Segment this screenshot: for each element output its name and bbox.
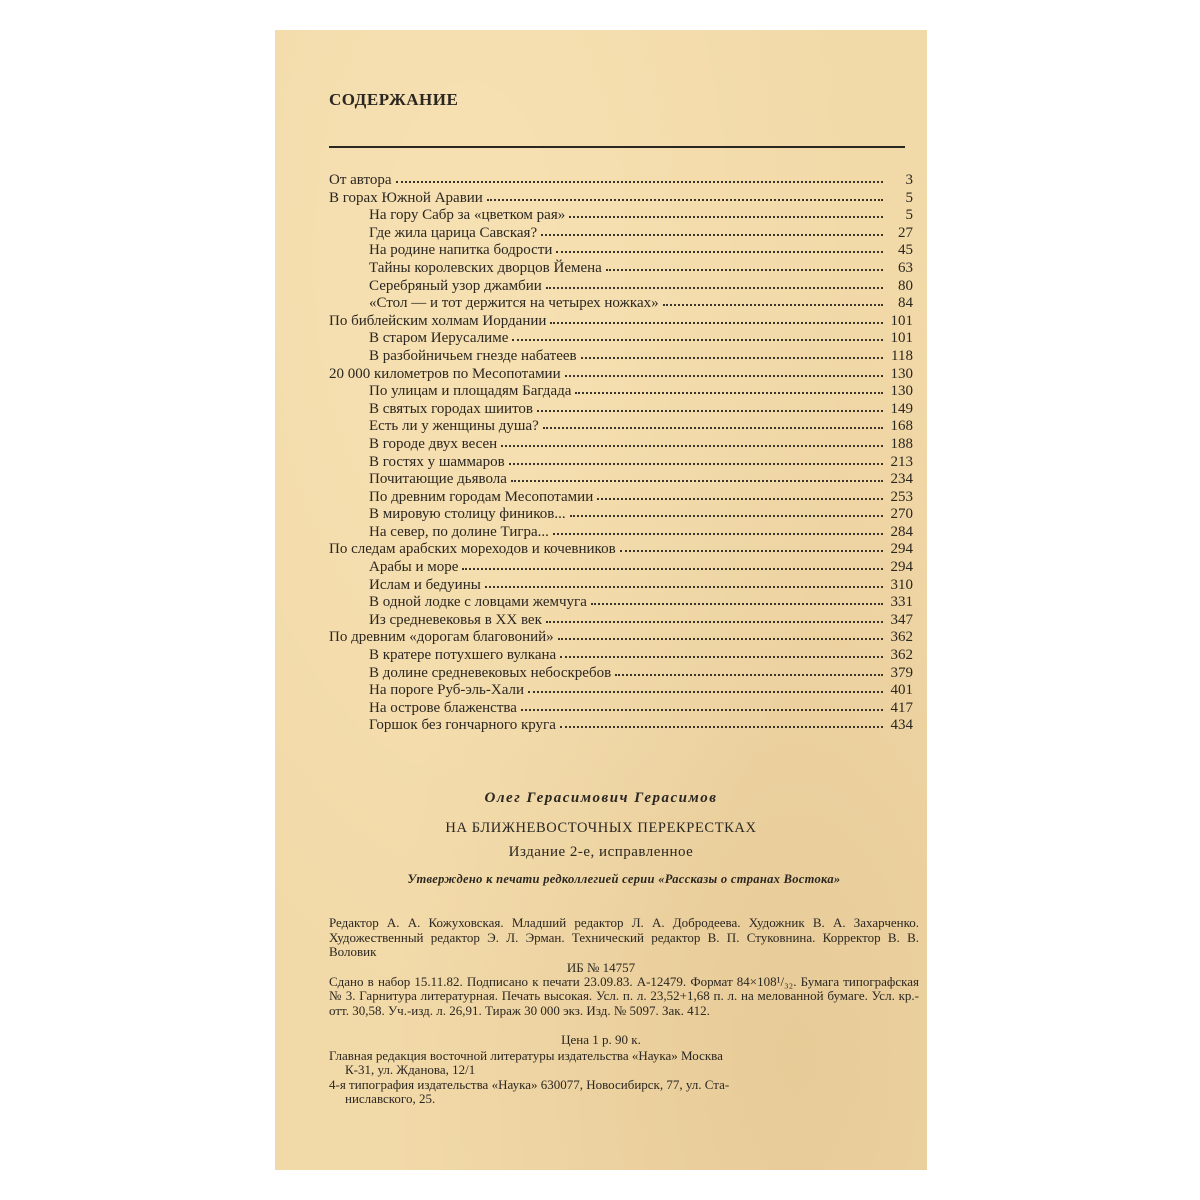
toc-entry — [329, 348, 913, 366]
toc-entry — [329, 682, 913, 700]
toc-entry-title: В горах Южной Аравии — [329, 189, 483, 206]
toc-entry-page: 130 — [890, 365, 913, 382]
toc-leader-dots — [663, 294, 883, 306]
ib-number: ИБ № 14757 — [566, 960, 636, 975]
toc-entry-page: 234 — [890, 471, 913, 488]
printer-line: 4-я типография издательства «Наука» 630077, Новосибирск, 77, ул. Ста- — [329, 1076, 730, 1092]
toc-entry-title: Тайны королевских дворцов Йемена — [369, 259, 602, 276]
toc-entry — [329, 524, 913, 542]
toc-entry-page: 3 — [905, 172, 913, 188]
toc-entry-page: 294 — [890, 541, 913, 558]
toc-leader-dots — [485, 576, 883, 588]
toc-entry-title: В старом Иерусалиме — [369, 330, 509, 347]
toc-entry-page: 401 — [890, 682, 913, 699]
toc-entry — [329, 700, 913, 718]
toc-entry — [329, 436, 913, 454]
toc-entry-page: 417 — [890, 699, 913, 716]
toc-entry-title: Где жила царица Савская? — [369, 224, 538, 241]
toc-entry — [329, 207, 913, 225]
toc-entry-page: 5 — [905, 189, 913, 206]
toc-leader-dots — [606, 259, 883, 271]
toc-entry-page: 168 — [890, 418, 913, 435]
toc-entry — [329, 313, 913, 331]
toc-leader-dots — [487, 189, 883, 201]
toc-entry-title: Есть ли у женщины душа? — [369, 418, 539, 435]
toc-entry-page: 434 — [890, 717, 913, 734]
toc-entry — [329, 665, 913, 683]
toc-entry-title: Ислам и бедуины — [369, 576, 481, 593]
editorial-credits: Редактор А. А. Кожуховская. Младший редактор Л. А. Добродеева. Художник В. А. Захарченко. Художественный редактор Э. Л. Эрман. Технический редактор В. П. Стуковнина. Корректор В. В. Воловик — [329, 915, 919, 959]
toc-entry — [329, 401, 913, 419]
toc-leader-dots — [512, 329, 883, 341]
toc-entry-page: 379 — [890, 664, 913, 681]
toc-entry-title: На север, по долине Тигра... — [369, 523, 549, 540]
toc-leader-dots — [511, 470, 883, 482]
toc-entry — [329, 506, 913, 524]
toc-entry — [329, 489, 913, 507]
toc-entry-title: В долине средневековых небоскребов — [369, 664, 612, 681]
toc-leader-dots — [565, 365, 883, 377]
toc-entry-title: По улицам и площадям Багдада — [369, 383, 572, 400]
table-of-contents — [329, 172, 913, 735]
toc-leader-dots — [597, 488, 883, 500]
publisher-address: К-31, ул. Жданова, 12/1 — [345, 1062, 476, 1078]
price: Цена 1 р. 90 к. — [561, 1032, 641, 1047]
toc-leader-dots — [501, 435, 883, 447]
toc-entry-page: 149 — [890, 400, 913, 417]
toc-leader-dots — [581, 347, 883, 359]
toc-entry-title: Из средневековья в XX век — [369, 611, 542, 628]
toc-entry-title: По древним городам Месопотамии — [369, 488, 594, 505]
toc-entry — [329, 612, 913, 630]
toc-entry-page: 213 — [890, 453, 913, 470]
toc-entry — [329, 190, 913, 208]
toc-leader-dots — [521, 699, 883, 711]
toc-entry-page: 253 — [890, 488, 913, 505]
toc-entry — [329, 717, 913, 735]
toc-entry-page: 63 — [898, 259, 913, 276]
toc-leader-dots — [528, 681, 883, 693]
toc-leader-dots — [553, 523, 883, 535]
toc-leader-dots — [550, 312, 883, 324]
toc-entry-title: Арабы и море — [369, 559, 459, 576]
publisher-info — [329, 1049, 919, 1107]
toc-entry-page: 294 — [890, 559, 913, 576]
toc-leader-dots — [537, 400, 883, 412]
toc-entry-title: На гору Сабр за «цветком рая» — [369, 207, 566, 224]
toc-leader-dots — [543, 417, 883, 429]
toc-entry — [329, 559, 913, 577]
toc-entry-page: 362 — [890, 629, 913, 646]
toc-entry-title: В кратере потухшего вулкана — [369, 647, 557, 664]
toc-leader-dots — [575, 382, 883, 394]
heading-rule — [329, 146, 905, 148]
toc-entry — [329, 647, 913, 665]
toc-entry-page: 5 — [905, 207, 913, 224]
toc-leader-dots — [396, 171, 883, 183]
toc-entry — [329, 418, 913, 436]
toc-entry-page: 118 — [891, 347, 913, 364]
toc-entry-page: 362 — [890, 647, 913, 664]
toc-entry — [329, 295, 913, 313]
toc-leader-dots — [620, 540, 883, 552]
toc-leader-dots — [556, 241, 883, 253]
toc-entry-page: 84 — [898, 295, 913, 312]
toc-entry-page: 188 — [890, 435, 913, 452]
author-name: Олег Герасимович Герасимов — [484, 790, 718, 806]
toc-entry-title: От автора — [329, 172, 392, 188]
toc-leader-dots — [558, 628, 883, 640]
toc-entry — [329, 629, 913, 647]
toc-entry — [329, 278, 913, 296]
toc-leader-dots — [509, 453, 883, 465]
toc-leader-dots — [546, 277, 883, 289]
toc-entry-title: Горшок без гончарного круга — [369, 717, 556, 734]
toc-entry — [329, 471, 913, 489]
toc-entry — [329, 577, 913, 595]
toc-entry-title: На острове блаженства — [369, 699, 517, 716]
toc-entry-title: «Стол — и тот держится на четырех ножках» — [369, 295, 659, 312]
toc-entry-title: 20 000 километров по Месопотамии — [329, 365, 561, 382]
toc-entry-page: 45 — [898, 242, 913, 259]
toc-entry — [329, 541, 913, 559]
toc-entry-title: Почитающие дьявола — [369, 471, 507, 488]
publisher-line: Главная редакция восточной литературы издательства «Наука» Москва — [329, 1048, 723, 1063]
toc-entry-title: В гостях у шаммаров — [369, 453, 505, 470]
toc-entry — [329, 366, 913, 384]
toc-leader-dots — [546, 611, 883, 623]
toc-entry-title: По древним «дорогам благовоний» — [329, 629, 554, 646]
toc-entry — [329, 242, 913, 260]
toc-entry-title: По библейским холмам Иордании — [329, 312, 547, 329]
edition-note: Издание 2-е, исправленное — [508, 844, 694, 860]
toc-entry — [329, 383, 913, 401]
toc-entry-title: По следам арабских мореходов и кочевников — [329, 541, 616, 558]
toc-leader-dots — [570, 505, 883, 517]
toc-entry-title: В святых городах шиитов — [369, 400, 534, 417]
toc-entry-title: В разбойничьем гнезде набатеев — [369, 347, 577, 364]
toc-entry-page: 101 — [890, 312, 913, 329]
toc-leader-dots — [591, 593, 883, 605]
toc-entry-title: В одной лодке с ловцами жемчуга — [369, 594, 587, 611]
contents-heading: СОДЕРЖАНИЕ — [329, 90, 459, 109]
toc-entry-page: 130 — [890, 383, 913, 400]
toc-entry-title: На родине напитка бодрости — [369, 242, 553, 259]
toc-leader-dots — [560, 646, 883, 658]
toc-entry — [329, 260, 913, 278]
toc-entry-page: 331 — [890, 594, 913, 611]
toc-entry — [329, 594, 913, 612]
toc-entry-title: Серебряный узор джамбии — [369, 277, 542, 294]
book-title: НА БЛИЖНЕВОСТОЧНЫХ ПЕРЕКРЕСТКАХ — [445, 820, 757, 836]
toc-entry — [329, 172, 913, 190]
toc-leader-dots — [615, 664, 883, 676]
book-page — [275, 30, 927, 1170]
toc-entry — [329, 454, 913, 472]
toc-leader-dots — [560, 716, 883, 728]
toc-entry-page: 80 — [898, 277, 913, 294]
toc-entry-page: 270 — [890, 506, 913, 523]
toc-entry-title: На пороге Руб-эль-Хали — [369, 682, 525, 699]
approval-note: Утверждено к печати редколлегией серии «Рассказы о странах Востока» — [407, 872, 841, 886]
printing-details: Сдано в набор 15.11.82. Подписано к печати 23.09.83. А-12479. Формат 84×108¹/₃₂. Бумага типографская № 3. Гарнитура литературная. Печать высокая. Усл. п. л. 23,52+1,68 п. л. на мелованной бумаге. Усл. кр.-отт. 30,58. Уч.-изд. л. 26,91. Тираж 30 000 экз. Изд. № 5097. Зак. 412. — [329, 974, 919, 1018]
toc-entry — [329, 225, 913, 243]
toc-entry — [329, 330, 913, 348]
toc-entry-page: 347 — [890, 611, 913, 628]
toc-entry-page: 101 — [890, 330, 913, 347]
toc-entry-page: 310 — [890, 576, 913, 593]
toc-leader-dots — [569, 206, 883, 218]
toc-leader-dots — [541, 224, 883, 236]
toc-entry-page: 284 — [890, 523, 913, 540]
toc-entry-title: В городе двух весен — [369, 435, 498, 452]
toc-leader-dots — [462, 558, 883, 570]
toc-entry-page: 27 — [898, 224, 913, 241]
printer-address: ниславского, 25. — [345, 1091, 436, 1107]
toc-entry-title: В мировую столицу фиников... — [369, 506, 566, 523]
